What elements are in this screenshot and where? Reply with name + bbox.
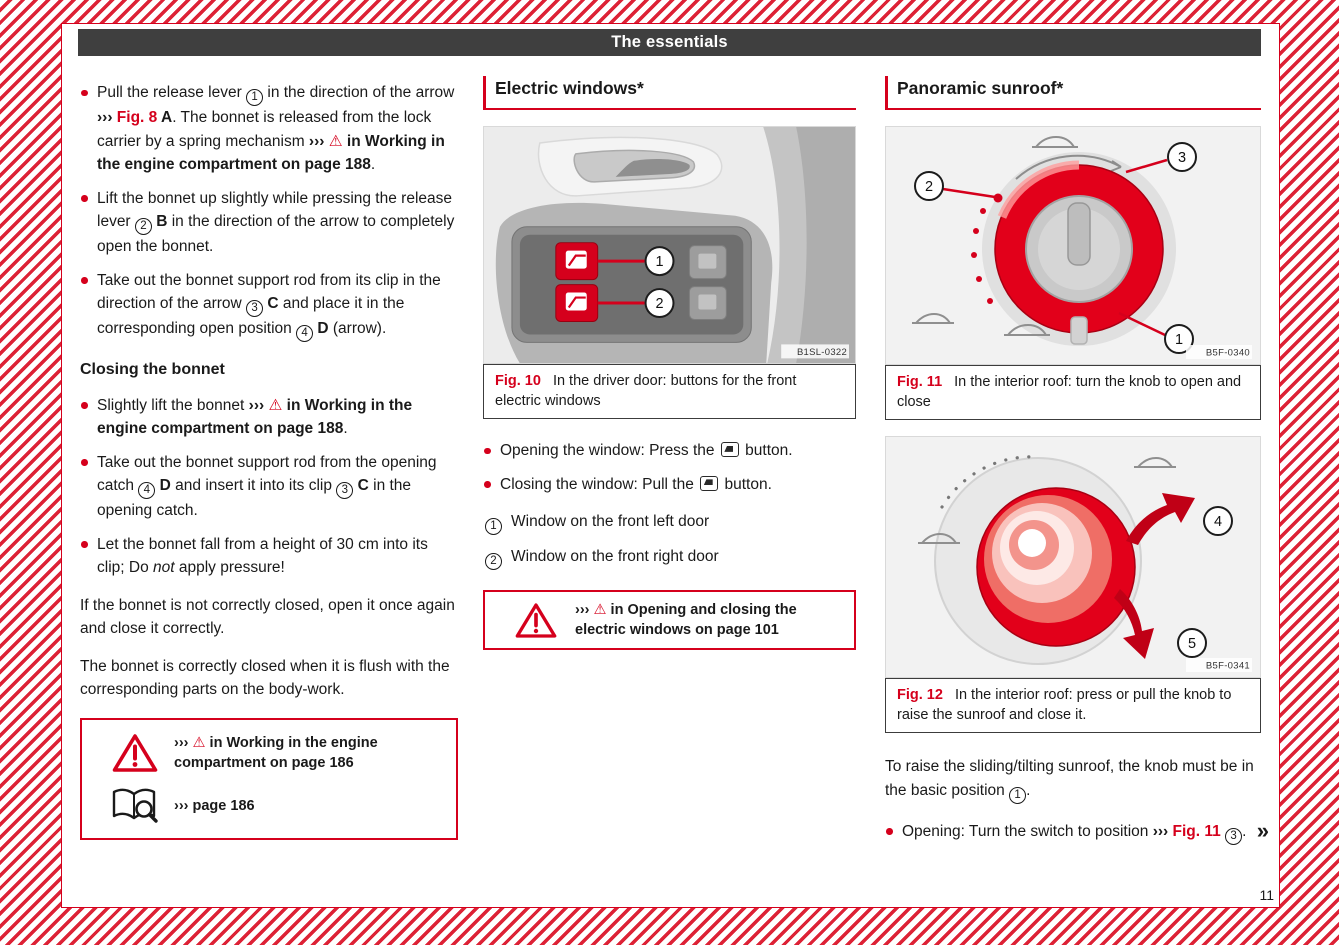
figure-code: B1SL-0322 [796, 346, 848, 358]
figure-caption-text: In the driver door: buttons for the front electric windows [495, 373, 797, 409]
callout-2-marker [915, 172, 943, 200]
figure-10-image [483, 126, 856, 364]
warning-box [483, 590, 856, 650]
figure-10-caption [483, 364, 856, 419]
figure-code: B5F-0340 [1205, 347, 1250, 359]
warning-triangle-icon [497, 602, 575, 639]
circled-number: 2 [135, 218, 152, 235]
figure-caption-text: In the interior roof: turn the knob to open and close [897, 374, 1242, 410]
step-item: Lift the bonnet up slightly while pressing the release lever 2 B in the direction of the arrow to completely open the bonnet. [80, 187, 458, 259]
step-item: Slightly lift the bonnet ››› ⚠ in Working in the engine compartment on page 188. [80, 394, 458, 441]
page-number: 11 [1259, 887, 1274, 903]
callout-2-marker [646, 289, 674, 317]
figure-label: Fig. 12 [897, 687, 943, 703]
electric-windows-heading: Electric windows* [483, 76, 856, 110]
figure-11-image [885, 126, 1261, 365]
legend-item-2: 2 Window on the front right door [485, 545, 856, 570]
warning-triangle-icon [96, 733, 174, 773]
svg-text:3: 3 [1177, 150, 1187, 166]
closing-bonnet-heading: Closing the bonnet [80, 361, 225, 378]
warning-row [497, 600, 842, 640]
manual-page [61, 23, 1280, 908]
svg-text:2: 2 [924, 179, 934, 195]
callout-5-marker [1178, 629, 1206, 657]
figure-label: Fig. 10 [495, 373, 541, 390]
panoramic-sunroof-heading: Panoramic sunroof* [885, 76, 1261, 110]
circled-number: 3 [1225, 828, 1242, 845]
paragraph: To raise the sliding/tilting sunroof, the knob must be in the basic position 1 . [885, 755, 1261, 804]
continue-marker: » [1256, 818, 1269, 843]
right-column [885, 76, 1261, 855]
warning-text: ››› ⚠ in Working in the engine compartment on page 186 [174, 734, 378, 771]
window-button-icon [721, 442, 739, 457]
reference-text: ››› page 186 [174, 797, 255, 814]
sunroof-instructions [885, 820, 1261, 845]
warning-text: ››› ⚠ in Opening and closing the electric windows on page 101 [575, 602, 797, 639]
circled-number: 2 [485, 553, 502, 570]
window-button-icon [700, 476, 718, 491]
warning-triangle-inline-icon: ⚠ [268, 396, 283, 414]
figure-11-caption [885, 365, 1261, 420]
svg-text:1: 1 [1174, 332, 1184, 348]
warning-row [96, 733, 442, 773]
figure-10 [483, 126, 856, 419]
figure-caption-text: In the interior roof: press or pull the knob to raise the sunroof and close it. [897, 687, 1232, 723]
paragraph: The bonnet is correctly closed when it is flush with the corresponding parts on the body-work. [80, 657, 450, 698]
bonnet-closing-steps [80, 394, 458, 580]
circled-number: 3 [246, 300, 263, 317]
figure-reference: Fig. 11 [1172, 822, 1226, 840]
callout-3-marker [1168, 143, 1196, 171]
circled-number: 1 [485, 518, 502, 535]
svg-text:5: 5 [1187, 636, 1197, 652]
step-item: Take out the bonnet support rod from its clip in the direction of the arrow 3 C and place it in the corresponding open position 4 D (arrow). [80, 269, 458, 343]
reference-row [96, 787, 442, 825]
figure-11 [885, 126, 1261, 420]
figure-code: B5F-0341 [1205, 660, 1250, 672]
book-magnifier-icon [96, 787, 174, 825]
window-instructions [483, 439, 856, 496]
circled-number: 4 [138, 482, 155, 499]
sunroof-rotary-knob-illustration [885, 126, 1261, 365]
page-title: The essentials [611, 33, 728, 51]
step-item: Let the bonnet fall from a height of 30 cm into its clip; Do not apply pressure! [80, 533, 458, 580]
figure-reference: Fig. 8 [116, 109, 162, 126]
driver-door-illustration [483, 126, 856, 364]
instruction-item: Opening the window: Press the button. [483, 439, 856, 463]
circled-number: 3 [336, 482, 353, 499]
warning-box [80, 718, 458, 840]
circled-number: 1 [246, 89, 263, 106]
callout-4-marker [1204, 507, 1232, 535]
warning-triangle-inline-icon: ⚠ [593, 602, 607, 619]
paragraph: If the bonnet is not correctly closed, open it once again and close it correctly. [80, 596, 455, 637]
instruction-item: Opening: Turn the switch to position ››› Fig. 11 3 . [885, 820, 1261, 845]
warning-triangle-inline-icon: ⚠ [328, 132, 343, 150]
sunroof-press-pull-knob-illustration [885, 436, 1261, 678]
svg-text:2: 2 [655, 296, 664, 313]
legend-item-1: 1 Window on the front left door [485, 510, 856, 535]
window-button-front-left [556, 243, 598, 280]
window-button-front-right [556, 285, 598, 322]
warning-triangle-inline-icon: ⚠ [192, 734, 206, 751]
step-item: Take out the bonnet support rod from the opening catch 4 D and insert it into its clip 3 C in the opening catch. [80, 451, 458, 523]
bonnet-opening-steps [80, 81, 458, 342]
left-column [80, 81, 458, 840]
figure-12-image [885, 436, 1261, 678]
svg-text:1: 1 [655, 254, 664, 271]
callout-1-marker [646, 247, 674, 275]
figure-12 [885, 436, 1261, 733]
circled-number: 1 [1009, 787, 1026, 804]
circled-number: 4 [296, 325, 313, 342]
figure-label: Fig. 11 [897, 374, 943, 390]
instruction-item: Closing the window: Pull the button. [483, 473, 856, 497]
svg-text:4: 4 [1213, 514, 1223, 530]
step-item: Pull the release lever 1 in the direction of the arrow ››› Fig. 8 A. The bonnet is released from the lock carrier by a spring mechanism ››› ⚠ in Working in the engine compartment on page 188. [80, 81, 458, 177]
page-header [78, 29, 1261, 56]
figure-12-caption [885, 678, 1261, 733]
middle-column [483, 76, 856, 650]
